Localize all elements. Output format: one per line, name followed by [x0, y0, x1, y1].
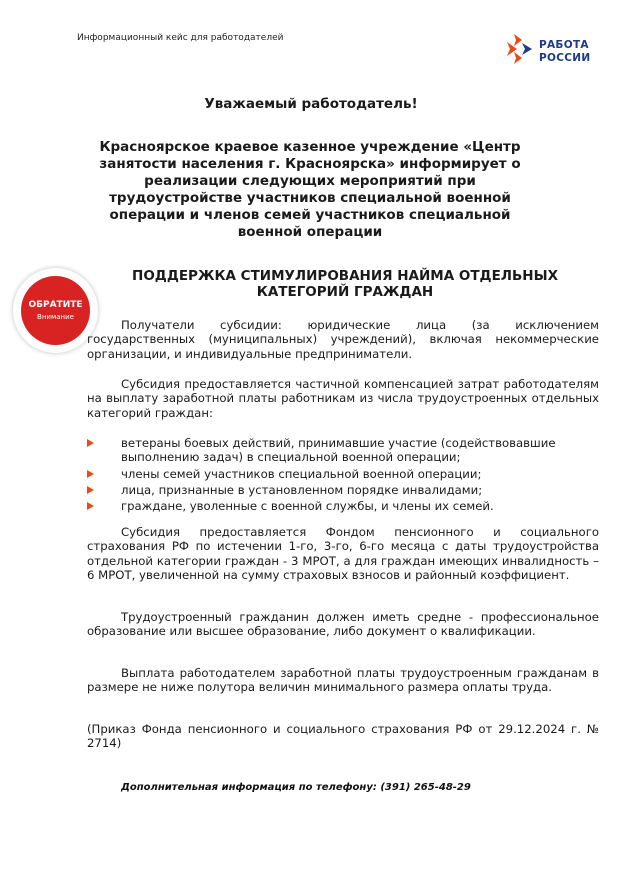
- logo-line-2: РОССИИ: [539, 52, 591, 64]
- subsidy-intro-paragraph: Субсидия предоставляется частичной компенсацией затрат работодателям на выплату заработной платы работникам из числа трудоустроенных отдельных категорий граждан:: [87, 377, 599, 420]
- list-item: граждане, уволенные с военной службы, и члены их семей.: [87, 499, 599, 513]
- arrow-bullet-icon: [87, 486, 94, 494]
- section-title: ПОДДЕРЖКА СТИМУЛИРОВАНИЯ НАЙМА ОТДЕЛЬНЫХ КАТЕГОРИЙ ГРАЖДАН: [132, 268, 558, 300]
- attention-stamp-line-1: ОБРАТИТЕ: [28, 300, 83, 310]
- education-paragraph: Трудоустроенный гражданин должен иметь средне - профессиональное образование или высшее образование, либо документ о квалификации.: [87, 610, 599, 639]
- arrow-bullet-icon: [87, 439, 94, 447]
- attention-stamp-line-2: Внимание: [37, 313, 74, 321]
- recipients-paragraph: Получатели субсидии: юридические лица (за исключением государственных (муниципальных) учреждений), включая некоммерческие организации, и индивидуальные предприниматели.: [87, 318, 599, 361]
- list-item: лица, признанные в установленном порядке инвалидами;: [87, 483, 599, 497]
- arrows-logo-icon: [505, 32, 537, 66]
- salary-paragraph: Выплата работодателем заработной платы трудоустроенным гражданам в размере не ниже полутора величин минимального размера оплаты труда.: [87, 666, 599, 695]
- arrow-bullet-icon: [87, 470, 94, 478]
- header-caption: Информационный кейс для работодателей: [77, 33, 284, 43]
- arrow-bullet-icon: [87, 502, 94, 510]
- rabota-rossii-logo: [505, 32, 605, 70]
- subsidy-terms-paragraph: Субсидия предоставляется Фондом пенсионного и социального страхования РФ по истечении 1-го, 3-го, 6-го месяца с даты трудоустройства отдельной категории граждан - 3 МРОТ, а для граждан имеющих инвалидность – 6 МРОТ, увеличенной на сумму страховых взносов и районный коэффициент.: [87, 525, 599, 582]
- footer-phone-info: Дополнительная информация по телефону: (391) 265-48-29: [121, 782, 471, 793]
- order-reference: (Приказ Фонда пенсионного и социального страхования РФ от 29.12.2024 г. № 2714): [87, 722, 599, 751]
- attention-stamp-circle: [21, 276, 90, 345]
- intro-heading: Красноярское краевое казенное учреждение «Центр занятости населения г. Красноярска» информирует о реализации следующих мероприятий при трудоустройстве участников специальной военной операции и членов семей участников специальной военной операции: [99, 139, 521, 240]
- list-item: члены семей участников специальной военной операции;: [87, 467, 599, 481]
- greeting-heading: Уважаемый работодатель!: [204, 96, 418, 112]
- list-item: ветераны боевых действий, принимавшие участие (содействовавшие выполнению задач) в специальной военной операции;: [87, 436, 599, 465]
- attention-stamp: [13, 268, 98, 353]
- logo-line-1: РАБОТА: [539, 39, 589, 51]
- categories-list: [87, 436, 599, 515]
